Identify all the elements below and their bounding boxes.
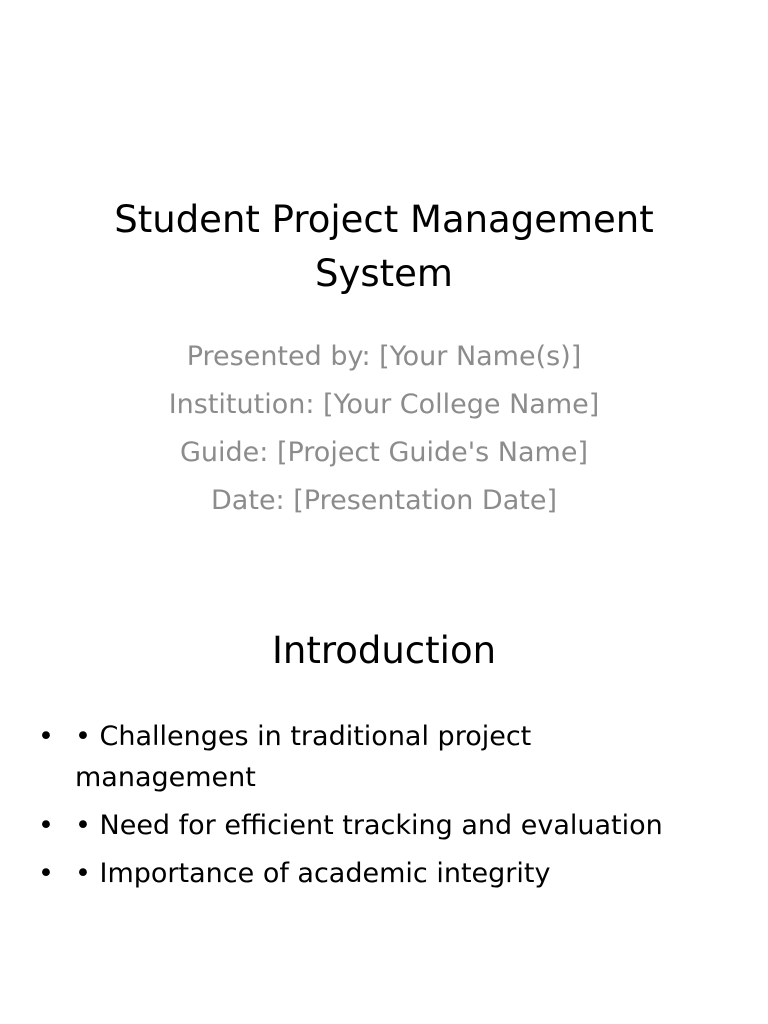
bullet-text: • Challenges in traditional project management [75, 721, 532, 793]
list-item [38, 716, 698, 798]
bullet-text: • Importance of academic integrity [75, 858, 551, 889]
bullet-icon: • [38, 721, 54, 752]
slide-title: Student Project Management System [114, 198, 654, 295]
date-line: Date: [Presentation Date] [211, 485, 557, 516]
presented-by-line: Presented by: [Your Name(s)] [186, 341, 582, 372]
institution-line: Institution: [Your College Name] [168, 389, 600, 420]
subtitle-block [64, 333, 704, 525]
introduction-bullet-list [38, 716, 698, 901]
bullet-icon: • [38, 810, 54, 841]
introduction-title: Introduction [271, 629, 497, 672]
list-item [38, 805, 698, 846]
list-item [38, 853, 698, 894]
bullet-text: • Need for efficient tracking and evaluation [75, 810, 663, 841]
bullet-icon: • [38, 858, 54, 889]
guide-line: Guide: [Project Guide's Name] [179, 437, 588, 468]
